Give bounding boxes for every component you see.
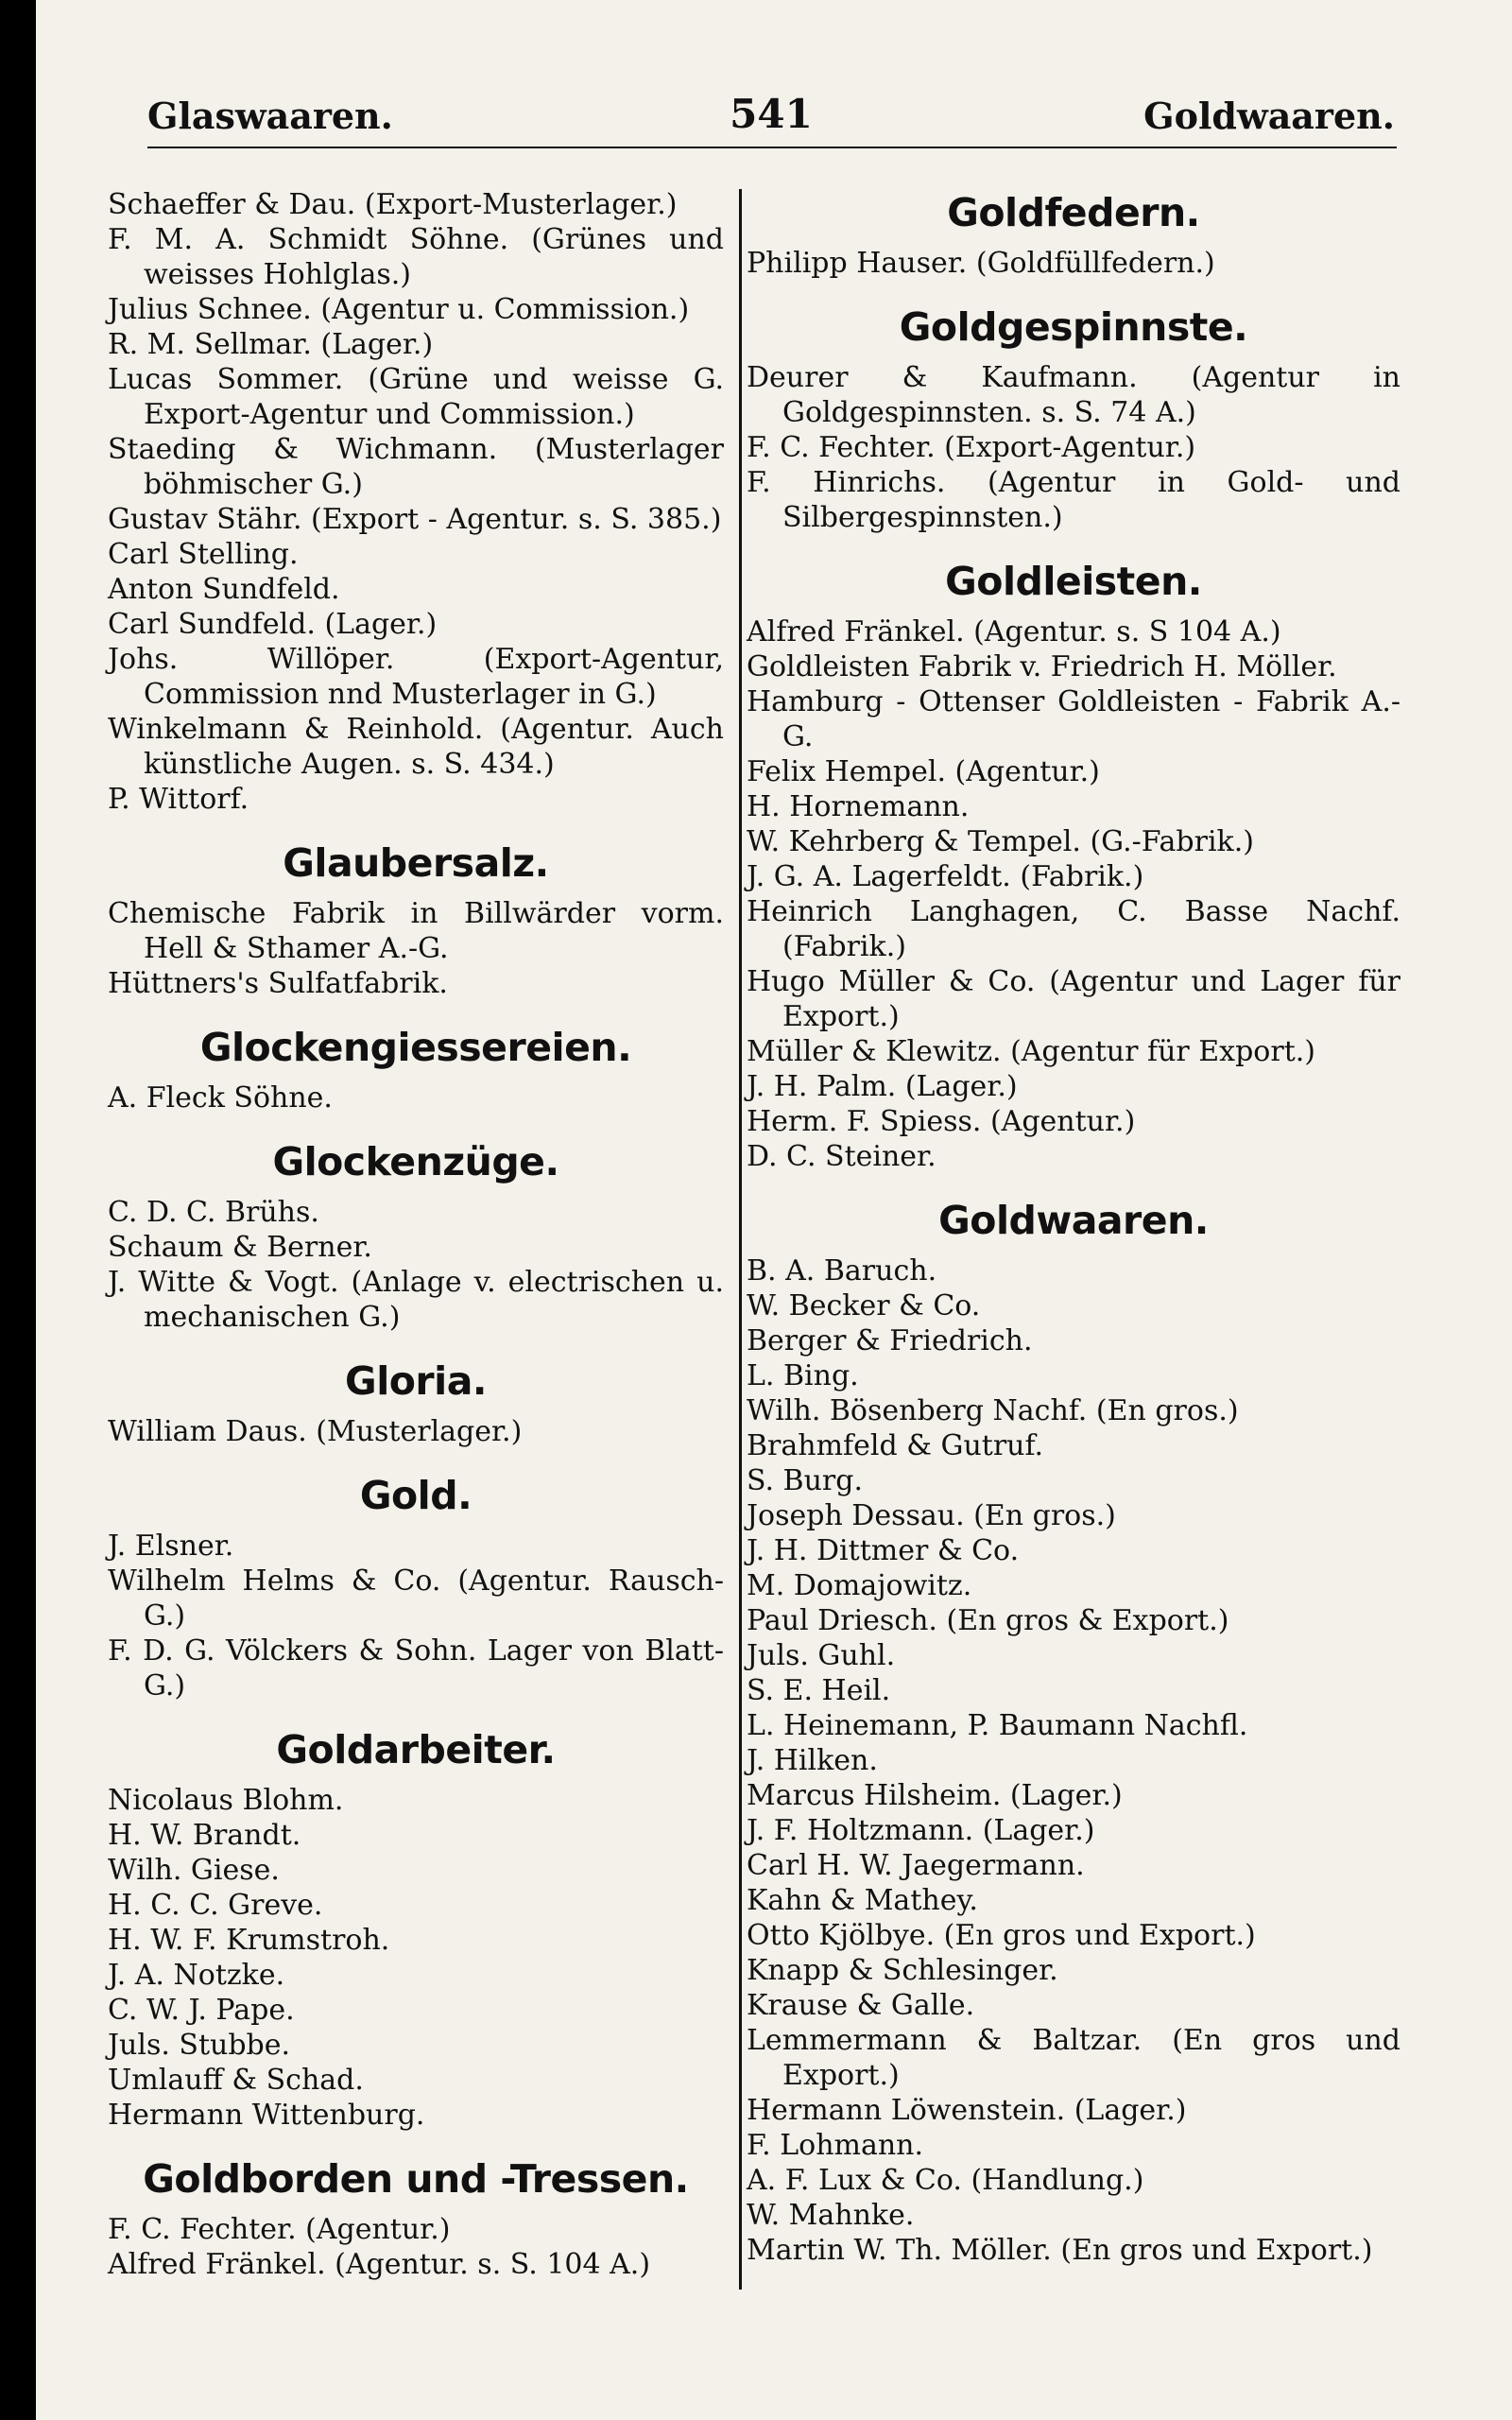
directory-entry: W. Kehrberg & Tempel. (G.-Fabrik.) (747, 825, 1254, 858)
directory-entry: Carl H. W. Jaegermann. (747, 1849, 1085, 1882)
header-right-keyword: Goldwaaren. (1143, 95, 1395, 137)
directory-entry: F. Hinrichs. (Agentur in Gold- und Silbergespinnsten.) (747, 466, 1400, 534)
directory-entry: Carl Sundfeld. (Lager.) (108, 608, 438, 641)
directory-entry: F. C. Fechter. (Export-Agentur.) (747, 431, 1196, 464)
directory-entry: Staeding & Wichmann. (Musterlager böhmischer G.) (108, 433, 724, 501)
directory-entry: Felix Hempel. (Agentur.) (747, 755, 1100, 788)
directory-entry: M. Domajowitz. (747, 1569, 972, 1602)
directory-entry: Carl Stelling. (108, 538, 299, 571)
directory-entry: Lucas Sommer. (Grüne und weisse G. Export-Agentur und Commission.) (108, 363, 724, 431)
directory-entry: Otto Kjölbye. (En gros und Export.) (747, 1919, 1256, 1952)
directory-entry: H. W. F. Krumstroh. (108, 1924, 390, 1957)
directory-entry: Philipp Hauser. (Goldfüllfedern.) (747, 247, 1215, 280)
directory-entry: Hugo Müller & Co. (Agentur und Lager für Export.) (747, 965, 1400, 1033)
directory-entry: Julius Schnee. (Agentur u. Commission.) (108, 293, 690, 326)
section-heading: Glockenzüge. (272, 1139, 559, 1184)
directory-entry: W. Mahnke. (747, 2199, 915, 2232)
right-column (747, 187, 1400, 2268)
directory-entry: Knapp & Schlesinger. (747, 1954, 1058, 1987)
directory-entry: Umlauff & Schad. (108, 2064, 364, 2097)
directory-entry: H. Hornemann. (747, 790, 970, 823)
section-heading: Goldwaaren. (938, 1198, 1209, 1243)
directory-entry: Krause & Galle. (747, 1989, 975, 2022)
directory-entry: Goldleisten Fabrik v. Friedrich H. Möller. (747, 650, 1337, 683)
directory-section (747, 302, 1400, 535)
directory-section (108, 187, 724, 817)
directory-entry: William Daus. (Musterlager.) (108, 1415, 523, 1448)
directory-section (108, 1022, 724, 1115)
directory-entry: Marcus Hilsheim. (Lager.) (747, 1779, 1123, 1812)
directory-entry: Anton Sundfeld. (108, 573, 340, 606)
directory-entry: Schaeffer & Dau. (Export-Musterlager.) (108, 188, 678, 221)
directory-entry: Wilh. Giese. (108, 1854, 280, 1887)
directory-entry: H. C. C. Greve. (108, 1889, 323, 1922)
page-number: 541 (730, 91, 813, 137)
directory-entry: A. Fleck Söhne. (108, 1081, 333, 1115)
directory-entry: Alfred Fränkel. (Agentur. s. S. 104 A.) (108, 2248, 651, 2281)
directory-section (108, 1724, 724, 2133)
section-heading: Gloria. (345, 1358, 487, 1404)
directory-section (747, 187, 1400, 281)
directory-entry: F. M. A. Schmidt Söhne. (Grünes und weisses Hohlglas.) (108, 223, 724, 291)
directory-entry: Deurer & Kaufmann. (Agentur in Goldgespinnsten. s. S. 74 A.) (747, 361, 1400, 429)
directory-entry: S. Burg. (747, 1464, 864, 1497)
directory-section (108, 838, 724, 1001)
directory-entry: J. A. Notzke. (108, 1959, 285, 1992)
page-header (147, 87, 1395, 144)
left-column (108, 187, 724, 2282)
directory-entry: S. E. Heil. (747, 1674, 891, 1707)
directory-entry: F. D. G. Völckers & Sohn. Lager von Blatt-G.) (108, 1634, 724, 1703)
directory-entry: Wilhelm Helms & Co. (Agentur. Rausch-G.) (108, 1564, 724, 1633)
directory-entry: P. Wittorf. (108, 783, 249, 816)
directory-entry: Martin W. Th. Möller. (En gros und Export.) (747, 2234, 1373, 2267)
directory-entry: L. Bing. (747, 1359, 859, 1392)
directory-entry: Brahmfeld & Gutruf. (747, 1429, 1044, 1462)
directory-entry: F. C. Fechter. (Agentur.) (108, 2213, 451, 2246)
directory-entry: Hamburg - Ottenser Goldleisten - Fabrik A.-G. (747, 685, 1400, 753)
column-divider (739, 189, 742, 2290)
directory-entry: Gustav Stähr. (Export - Agentur. s. S. 385.) (108, 503, 722, 536)
directory-entry: Alfred Fränkel. (Agentur. s. S 104 A.) (747, 615, 1281, 648)
directory-entry: Herm. F. Spiess. (Agentur.) (747, 1105, 1136, 1138)
directory-entry: Berger & Friedrich. (747, 1324, 1033, 1357)
section-heading: Glaubersalz. (283, 840, 549, 886)
directory-page (36, 0, 1512, 2420)
directory-entry: F. Lohmann. (747, 2129, 924, 2162)
directory-entry: A. F. Lux & Co. (Handlung.) (747, 2164, 1144, 2197)
section-heading: Goldfedern. (947, 190, 1200, 235)
directory-section (747, 1195, 1400, 2268)
directory-entry: Wilh. Bösenberg Nachf. (En gros.) (747, 1394, 1239, 1427)
directory-entry: Hermann Löwenstein. (Lager.) (747, 2094, 1187, 2127)
section-heading: Glockengiessereien. (199, 1025, 632, 1070)
directory-entry: Winkelmann & Reinhold. (Agentur. Auch künstliche Augen. s. S. 434.) (108, 713, 724, 781)
directory-entry: Johs. Willöper. (Export-Agentur, Commission nnd Musterlager in G.) (108, 643, 724, 711)
header-left-keyword: Glaswaaren. (147, 95, 393, 137)
section-heading: Goldleisten. (945, 559, 1202, 604)
directory-section (108, 2153, 724, 2282)
section-heading: Goldarbeiter. (276, 1727, 556, 1772)
directory-entry: J. Elsner. (108, 1530, 234, 1563)
directory-entry: Kahn & Mathey. (747, 1884, 978, 1917)
directory-entry: D. C. Steiner. (747, 1140, 936, 1173)
directory-entry: C. W. J. Pape. (108, 1994, 295, 2027)
directory-entry: J. H. Dittmer & Co. (747, 1534, 1020, 1567)
directory-entry: J. G. A. Lagerfeldt. (Fabrik.) (747, 860, 1144, 893)
section-heading: Goldborden und -Tressen. (143, 2156, 689, 2202)
directory-section (108, 1356, 724, 1449)
directory-entry: Juls. Stubbe. (108, 2029, 291, 2062)
directory-entry: Chemische Fabrik in Billwärder vorm. Hell & Sthamer A.-G. (108, 897, 724, 965)
directory-section (108, 1470, 724, 1703)
directory-entry: R. M. Sellmar. (Lager.) (108, 328, 434, 361)
directory-entry: J. Witte & Vogt. (Anlage v. electrischen u. mechanischen G.) (108, 1266, 724, 1334)
directory-entry: Hüttners's Sulfatfabrik. (108, 967, 448, 1000)
directory-entry: J. F. Holtzmann. (Lager.) (747, 1814, 1095, 1847)
directory-entry: W. Becker & Co. (747, 1289, 981, 1322)
directory-entry: L. Heinemann, P. Baumann Nachfl. (747, 1709, 1248, 1742)
directory-entry: Hermann Wittenburg. (108, 2099, 425, 2132)
directory-entry: Lemmermann & Baltzar. (En gros und Export.) (747, 2024, 1400, 2092)
directory-entry: Nicolaus Blohm. (108, 1784, 344, 1817)
directory-entry: H. W. Brandt. (108, 1819, 301, 1852)
directory-entry: Joseph Dessau. (En gros.) (747, 1499, 1116, 1532)
directory-entry: Paul Driesch. (En gros & Export.) (747, 1604, 1229, 1637)
directory-entry: B. A. Baruch. (747, 1254, 937, 1288)
header-rule (147, 147, 1397, 148)
directory-entry: Heinrich Langhagen, C. Basse Nachf. (Fabrik.) (747, 895, 1400, 963)
directory-entry: J. H. Palm. (Lager.) (747, 1070, 1018, 1103)
directory-entry: Juls. Guhl. (747, 1639, 896, 1672)
directory-section (747, 556, 1400, 1174)
section-heading: Goldgespinnste. (899, 304, 1248, 350)
directory-entry: Schaum & Berner. (108, 1231, 372, 1264)
directory-entry: J. Hilken. (747, 1744, 878, 1777)
directory-section (108, 1136, 724, 1335)
directory-entry: C. D. C. Brühs. (108, 1196, 319, 1229)
section-heading: Gold. (359, 1473, 472, 1518)
directory-entry: Müller & Klewitz. (Agentur für Export.) (747, 1035, 1315, 1068)
